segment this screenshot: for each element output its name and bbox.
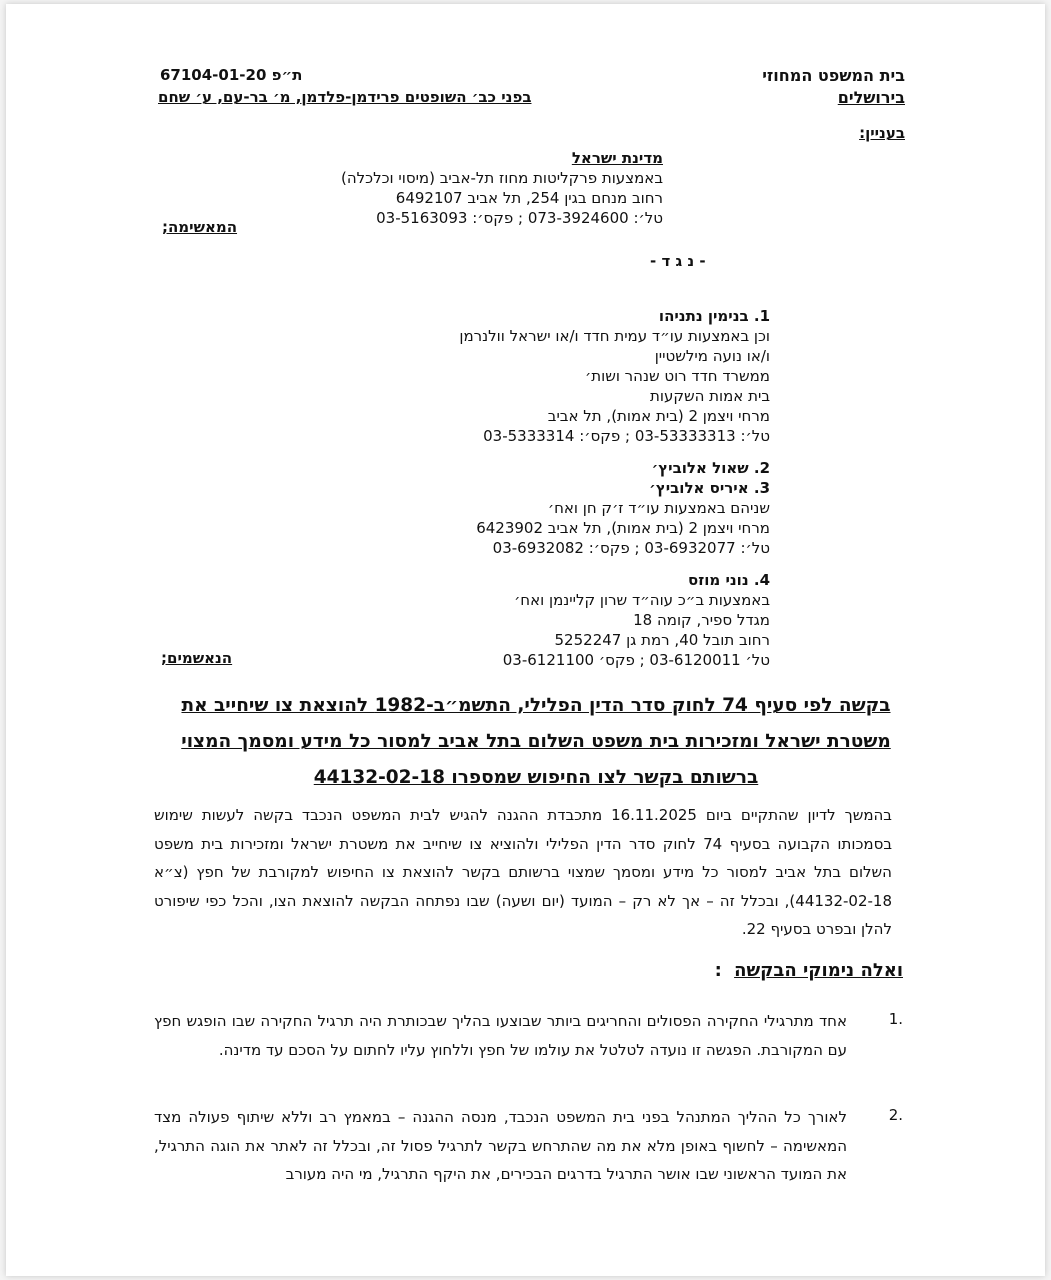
document-page bbox=[6, 4, 1045, 1276]
defendant-name: 4. נוני מוזס bbox=[688, 571, 770, 589]
defendant-line: וכן באמצעות עו״ד עמית חדד ו/או ישראל וולנרמן bbox=[459, 327, 770, 345]
request-title-line: משטרת ישראל ומזכירות בית משפט השלום בתל אביב למסור כל מידע ומסמך המצוי bbox=[181, 731, 891, 752]
reasons-heading-text: ואלה נימוקי הבקשה bbox=[734, 960, 903, 981]
request-title bbox=[156, 688, 916, 796]
prosecution-line: באמצעות פרקליטות מחוז תל-אביב (מיסוי וכלכלה) bbox=[340, 169, 663, 187]
defendant-1-block bbox=[459, 306, 770, 446]
defendants-role: הנאשמים; bbox=[161, 649, 233, 667]
defendant-line: מגדל ספיר, קומה 18 bbox=[633, 611, 770, 629]
defendant-line: באמצעות ב״כ עוה״ד שרון קליינמן ואח׳ bbox=[514, 591, 770, 609]
defendant-name: 1. בנימין נתניהו bbox=[658, 307, 770, 325]
reasons-heading bbox=[715, 960, 903, 981]
case-number: ת״פ 67104-01-20 bbox=[160, 66, 303, 84]
item-number: 1. bbox=[888, 1010, 903, 1028]
item-text: אחד מתרגילי החקירה הפסולים והחריגים ביותר שבוצעו בהליך שבכותרת היה תרגיל החקירה שבו הופגש חפץ עם המקורבת. הפגשה זו נועדה לטלטל את עולמו של חפץ וללחוץ עליו לחתום על הסכם עד מדינה. bbox=[154, 1012, 847, 1059]
prosecution-line: רחוב מנחם בגין 254, תל אביב 6492107 bbox=[395, 189, 663, 207]
defendant-line: ממשרד חדד רוט שנהר ושות׳ bbox=[585, 367, 770, 385]
defendant-line: טל׳: 03-6932077 ; פקס׳: 03-6932082 bbox=[492, 539, 770, 557]
defendant-name: 3. איריס אלוביץ׳ bbox=[649, 479, 770, 497]
defendant-4-block bbox=[503, 570, 770, 670]
matter-label: בעניין: bbox=[859, 124, 905, 142]
defendant-name: 2. שאול אלוביץ׳ bbox=[651, 459, 770, 477]
defendant-line: שניהם באמצעות עו״ד ז׳ק חן ואח׳ bbox=[547, 499, 770, 517]
prosecution-role: המאשימה; bbox=[162, 218, 238, 236]
defendant-line: בית אמות השקעות bbox=[650, 387, 770, 405]
defendant-line: רחוב תובל 40, רמת גן 5252247 bbox=[554, 631, 770, 649]
defendant-line: ו/או נועה מילשטיין bbox=[654, 347, 770, 365]
request-title-line: בקשה לפי סעיף 74 לחוק סדר הדין הפלילי, התשמ״ב-1982 להוצאת צו שיחייב את bbox=[181, 695, 891, 716]
court-city: בירושלים bbox=[837, 88, 905, 107]
item-text: לאורך כל ההליך המתנהל בפני בית המשפט הנכבד, מנסה ההגנה – במאמץ רב וללא שיתוף פעולה מצד המאשימה – לחשוף באופן מלא את מה שהתרחש בקשר לתרגיל פסול זה, ובכלל זה לאתר את הוגה התרגיל, את המועד הראשוני שבו אושר התרגיל בדרגים הבכירים, את היקף התרגיל, מי היה מעורב bbox=[154, 1108, 847, 1183]
intro-paragraph: בהמשך לדיון שהתקיים ביום 16.11.2025 מתכבדת ההגנה להגיש לבית המשפט הנכבד בקשה לעשות שימוש בסמכותו הקבועה בסעיף 74 לחוק סדר הדין הפלילי ולהוציא צו שיחייב את משטרת ישראל ומזכירות בית משפט השלום בתל אביב למסור כל מידע ומסמך שמצוי ברשותם בקשר להוצאת צו החיפוש למקורבת של חפץ (צ״א 44132-02-18), ובכלל זה – אך לא רק – המועד (יום ושעה) שבו נפתחה הבקשה להוצאת הצו, והכל כפי שיפורט להלן ובפרט בסעיף 22. bbox=[154, 806, 892, 938]
defendant-line: טל׳ 03-6120011 ; פקס׳ 03-6121100 bbox=[502, 651, 770, 669]
defendant-line: מרחי ויצמן 2 (בית אמות), תל אביב bbox=[547, 407, 770, 425]
versus-label: - נ ג ד - bbox=[650, 252, 706, 270]
request-title-line: ברשותם בקשר לצו החיפוש שמספרו 44132-02-18 bbox=[313, 767, 759, 788]
court-name: בית המשפט המחוזי bbox=[762, 66, 905, 85]
reasons-heading-colon: : bbox=[714, 960, 722, 981]
defendant-2-3-block bbox=[476, 458, 770, 558]
prosecution-name: מדינת ישראל bbox=[571, 149, 663, 167]
defendant-line: מרחי ויצמן 2 (בית אמות), תל אביב 6423902 bbox=[476, 519, 770, 537]
prosecution-block bbox=[341, 148, 663, 228]
item-number: 2. bbox=[888, 1106, 903, 1124]
defendant-line: טל׳: 03-53333313 ; פקס׳: 03-5333314 bbox=[483, 427, 770, 445]
prosecution-line: טל׳: 073-3924600 ; פקס׳: 03-5163093 bbox=[376, 209, 663, 227]
judges-panel: בפני כב׳ השופטים פרידמן-פלדמן, מ׳ בר-עם, ע׳ שחם bbox=[158, 88, 532, 106]
